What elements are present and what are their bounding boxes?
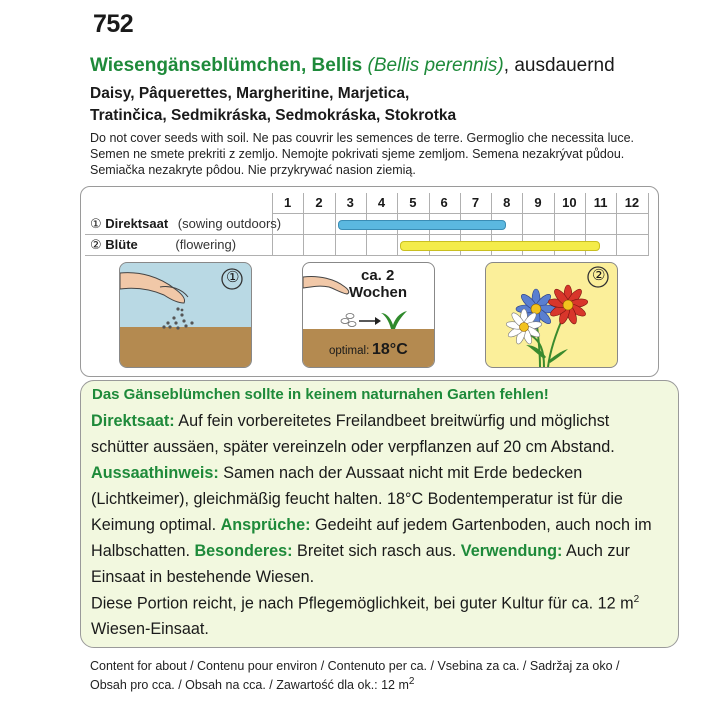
month-header-12: 12 <box>624 195 640 210</box>
month-header-9: 9 <box>534 195 542 210</box>
month-header-6: 6 <box>440 195 448 210</box>
month-header-11: 11 <box>593 195 608 210</box>
title-suffix: , ausdauernd <box>503 55 615 76</box>
sowing-calendar-grid <box>272 193 646 256</box>
month-header-1: 1 <box>284 195 292 210</box>
month-header-2: 2 <box>315 195 323 210</box>
row-divider-bottom <box>85 255 272 256</box>
month-header-4: 4 <box>377 195 386 210</box>
footer-content-superscript: 2 <box>408 676 415 687</box>
soil-layer <box>120 327 251 367</box>
direktsaat-text-1: Auf fein vorbereitetes Freilandbeet breitwürfig und möglichst <box>174 412 610 430</box>
product-title <box>90 55 615 77</box>
portion-text: Diese Portion reicht, je nach Pflegemöglichkeit, bei guter Kultur für ca. 12 m <box>91 594 634 613</box>
calendar-bar-direktsaat <box>338 220 506 230</box>
body-line-8 <box>91 594 639 613</box>
germination-time: ca. 2 <box>361 267 395 284</box>
direktsaat-label: Direktsaat: <box>91 412 175 430</box>
aussaathinweis-text-2: (Lichtkeimer), gleichmäßig feucht halten. 18°C Bodentemperatur ist für die <box>91 490 623 508</box>
body-line-7 <box>91 568 314 587</box>
optimal-label: optimal: <box>329 345 370 357</box>
body-line-4 <box>91 490 623 509</box>
body-line-3 <box>91 464 582 483</box>
article-number: 752 <box>93 10 134 38</box>
bluete-row-sub: (flowering) <box>175 237 237 252</box>
title-latin: (Bellis perennis) <box>367 55 504 76</box>
verwendung-label: Verwendung: <box>460 542 563 560</box>
aussaathinweis-label: Aussaathinweis: <box>91 464 219 482</box>
verwendung-text-1: Auch zur <box>562 542 630 560</box>
body-line-6 <box>91 542 630 561</box>
direktsaat-row-sub: (sowing outdoors) <box>177 216 282 231</box>
month-header-3: 3 <box>346 195 354 210</box>
direktsaat-text-2: schütter aussäen, später vereinzeln oder verpflanzen auf 20 cm Abstand. <box>91 438 615 456</box>
description-headline: Das Gänseblümchen sollte in keinem naturnahen Garten fehlen! <box>92 386 549 403</box>
translated-names-line-1: Daisy, Pâquerettes, Margheritine, Marjetica, <box>90 85 410 102</box>
bluete-row-label: Blüte <box>105 237 138 252</box>
sowing-note-1: Do not cover seeds with soil. Ne pas couvrir les semences de terre. Germoglio che necessita luce. <box>90 131 634 145</box>
verwendung-text-2: Einsaat in bestehende Wiesen. <box>91 568 315 586</box>
pictogram-3-marker: ② <box>592 267 606 284</box>
ansprueche-label: Ansprüche: <box>220 516 311 534</box>
month-header-5: 5 <box>409 195 417 210</box>
germination-unit: Wochen <box>349 284 408 301</box>
daisy-red <box>548 285 589 325</box>
direktsaat-row-label: Direktsaat <box>105 216 169 231</box>
calendar-row-line <box>272 255 648 256</box>
besonderes-label: Besonderes: <box>194 542 293 560</box>
ansprueche-text-1: Gedeiht auf jedem Gartenboden, auch noch im <box>310 516 652 534</box>
portion-text-2: Wiesen-Einsaat. <box>91 620 209 638</box>
body-line-5 <box>91 516 652 535</box>
flowering-pictogram <box>485 262 618 368</box>
calendar-bar-blüte <box>400 241 599 251</box>
calendar-row-line <box>272 213 648 214</box>
calendar-row-line <box>272 234 648 235</box>
besonderes-text: Breitet sich rasch aus. <box>292 542 457 560</box>
footer-content-line-1: Content for about / Contenu pour environ / Contenuto per ca. / Vsebina za ca. / Sadržaj za oko / <box>90 659 620 673</box>
body-line-1 <box>91 412 609 431</box>
portion-superscript: 2 <box>633 594 640 605</box>
marker-1: ① <box>90 216 102 231</box>
body-line-2 <box>91 438 615 457</box>
pictogram-1-marker: ① <box>226 269 240 286</box>
month-header-8: 8 <box>503 195 511 210</box>
sowing-note-3: Semiačka nezakryte pôdou. Nie przykrywać nasion ziemią. <box>90 163 416 177</box>
title-name: Wiesengänseblümchen, Bellis <box>90 55 363 76</box>
month-header-7: 7 <box>471 195 480 210</box>
body-line-9 <box>91 620 209 639</box>
translated-names-line-2: Tratinčica, Sedmikráska, Sedmokráska, Stokrotka <box>90 107 457 124</box>
aussaathinweis-text-3: Keimung optimal. <box>91 516 217 534</box>
aussaathinweis-text-1: Samen nach der Aussaat nicht mit Erde bedecken <box>218 464 583 482</box>
row-divider <box>85 234 272 235</box>
marker-2: ② <box>90 237 102 252</box>
ansprueche-text-2: Halbschatten. <box>91 542 190 560</box>
optimal-temperature: 18°C <box>372 341 408 358</box>
month-header-10: 10 <box>562 195 577 210</box>
calendar-row-direktsaat-label <box>90 216 281 232</box>
calendar-column-line <box>648 193 649 256</box>
sowing-pictogram <box>119 262 252 368</box>
calendar-row-bluete-label <box>90 237 236 253</box>
germination-pictogram <box>302 262 435 368</box>
sowing-note-2: Semen ne smete prekriti z zemljo. Nemojte pokrivati sjeme zemljom. Semena nezakrývat půdou. <box>90 147 625 161</box>
footer-content-text: Obsah pro cca. / Obsah na cca. / Zawartość dla ok.: 12 m <box>90 678 409 693</box>
footer-content-line-2 <box>90 676 414 692</box>
